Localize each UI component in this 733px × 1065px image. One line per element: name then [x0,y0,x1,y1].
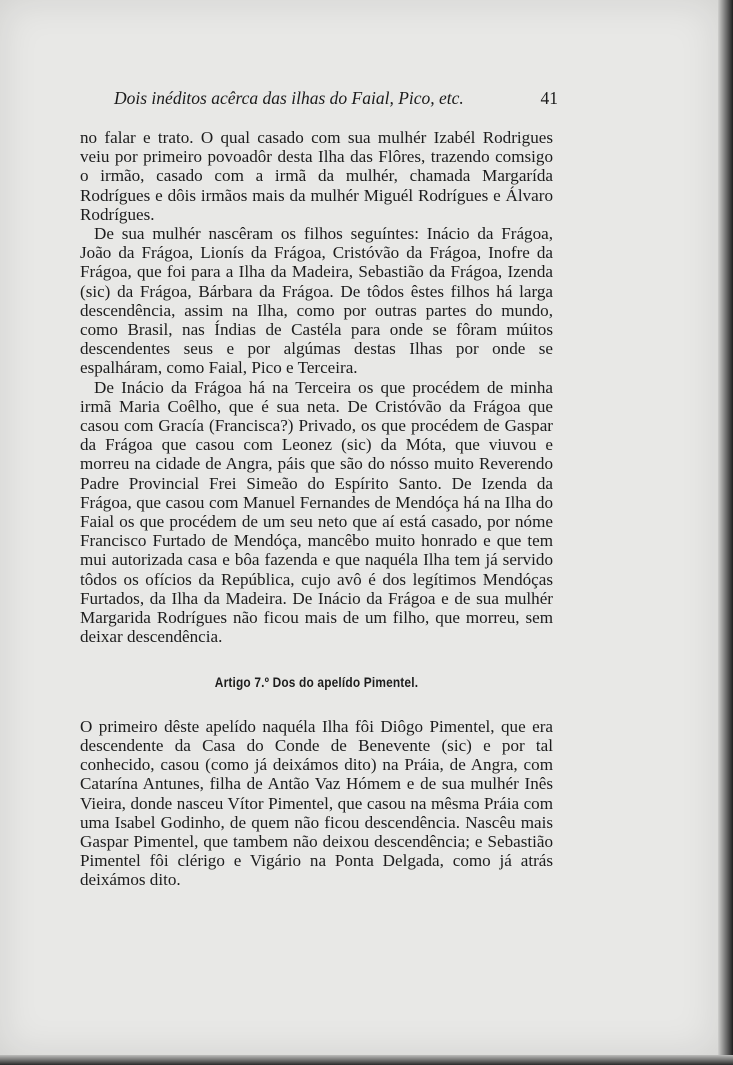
page-number: 41 [540,88,558,108]
paragraph-4: O primeiro dêste apelído naquéla Ilha fôi Diôgo Pimentel, que era descendente da Casa do Conde de Benevente (sic) e por tal conhecido, casou (como já deixámos dito) na Práia, de Angra, com Catarína Antunes, filha de Antão Vaz Hómem e de sua mulhér Inês Vieira, donde nasceu Vítor Pimentel, que casou na mêsma Práia com uma Isabel Godinho, de quem não ficou descendência. Nascêu mais Gaspar Pimentel, que tambem não deixou descendência; e Sebastião Pimentel fôi clérigo e Vigário na Ponta Delgada, como já atrás deixámos dito. [80,716,553,890]
running-head: Dois inéditos acêrca das ilhas do Faial, Pico, etc. [114,88,464,108]
paragraph-1: no falar e trato. O qual casado com sua mulhér Izabél Rodrigues veiu por primeiro povoadôr desta Ilha das Flôres, trazendo comsigo o irmão, casado com a irmã da mulhér, chamada Margarída Rodrígues e dôis irmãos mais da mulhér Miguél Rodrígues e Álvaro Rodrígues. [80,128,553,224]
paragraph-3: De Inácio da Frágoa há na Terceira os que procédem de minha irmã Maria Coêlho, que é sua neta. De Cristóvão da Frágoa que casou com Gracía (Francisca?) Privado, os que procédem de Gaspar da Frágoa que casou com Leonez (sic) da Móta, que viuvou e morreu na cidade de Angra, páis que são do nósso muito Reverendo Padre Provincial Frei Simeão do Espírito Santo. De Izenda da Frágoa, que casou com Manuel Fernandes de Mendóça há na Ilha do Faial os que procédem de um seu neto que aí está casado, por nóme Francisco Furtado de Mendóça, mancêbo muito honrado e que tem mui autorizada casa e bôa fazenda e que naquéla Ilha tem já servido tôdos os ofícios da República, cujo avô é dos legítimos Mendóças Furtados, da Ilha da Madeira. De Inácio da Frágoa e de sua mulhér Margarida Rodrígues não ficou mais de um filho, que morreu, sem deixar descendência. [80,377,553,647]
page-edge-shadow [718,0,733,1065]
paragraph-2: De sua mulhér nascêram os filhos seguíntes: Inácio da Frágoa, João da Frágoa, Lionís da Frágoa, Cristóvão da Frágoa, Inofre da Frágoa, que foi para a Ilha da Madeira, Sebastião da Frágoa, Izenda (sic) da Frágoa, Bárbara da Frágoa. De tôdos êstes filhos há larga descendência, assim na Ilha, como por outras partes do mundo, como Brasil, nas Índias de Castéla para onde se fôram múitos descendentes seus e por algúmas destas Ilhas por onde se espalháram, como Faial, Pico e Terceira. [80,224,553,378]
page-bottom-shadow [0,1055,733,1065]
page-body [80,128,553,890]
section-heading: Artigo 7.º Dos do apelído Pimentel. [214,674,419,691]
